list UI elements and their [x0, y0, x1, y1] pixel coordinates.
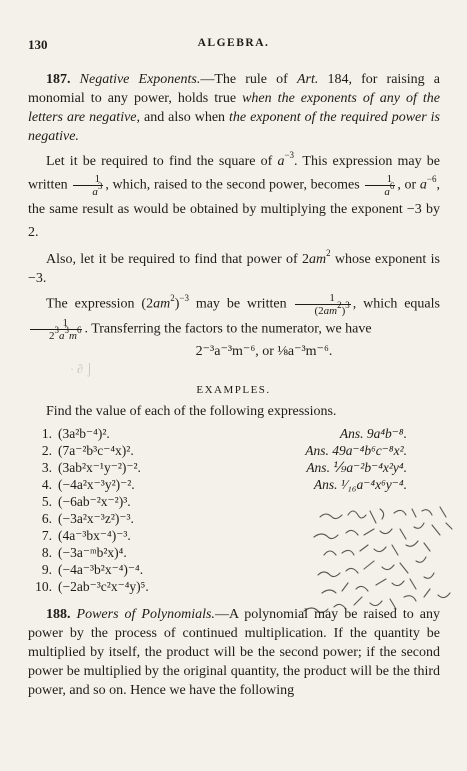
- example-item: 10. (−2ab⁻³c²x⁻⁴y)⁵.: [35, 579, 149, 594]
- page-number: 130: [28, 37, 48, 52]
- section-188-paragraph: 188. Powers of Polynomials.—A polynomial may be raised to any power by the process of continued multiplication. If the quantity be multiplied by itself, the product will be the second power; if the second power be multiplied by the original quantity, the product will be the third power, and so on. Hence we have the following: [28, 607, 440, 698]
- example-item: 2. (7a⁻²b³c⁻⁴x)².: [41, 443, 134, 458]
- handwritten-pencil-notes: [300, 505, 460, 620]
- example-item: 5. (−6ab⁻²x⁻²)³.: [41, 494, 131, 509]
- fraction: $\frac{1}{2^3a^3m^6}$: [30, 317, 82, 342]
- section-187-paragraph-4: The expression $(2am^2)^{-3}$ may be written $\frac{1}{(2am^2)^3}$ , which equals $\frac{1}{2^3a^3m^6}$ . Transferring the factors to the numerator, we have: [28, 292, 440, 342]
- section-number: 188.: [46, 607, 71, 622]
- example-item: 3. (3ab²x⁻¹y⁻²)⁻².: [41, 460, 141, 475]
- fraction: $\frac{1}{a^3}$: [73, 173, 103, 198]
- fraction: $\frac{1}{a^6}$: [365, 173, 395, 198]
- example-answer: Ans. ⅑a⁻²b⁻⁴x²y⁴.: [306, 460, 407, 475]
- running-title: ALGEBRA.: [197, 37, 270, 49]
- example-item: 8. (−3a⁻ᵐb²x)⁴.: [41, 545, 127, 560]
- section-number: 187.: [46, 72, 71, 87]
- example-answer: Ans. ¹⁄₁₆a⁻⁴x⁶y⁻⁴.: [313, 477, 407, 492]
- section-title: Powers of Polynomials.: [76, 607, 215, 622]
- section-title: Negative Exponents.: [79, 72, 201, 87]
- result-formula: 2⁻³a⁻³m⁻⁶, or ⅛a⁻³m⁻⁶.: [195, 344, 333, 359]
- fraction: $\frac{1}{(2am^2)^3}$: [295, 292, 350, 317]
- section-187-paragraph-1: 187. Negative Exponents.—The rule of Art. 184, for raising a monomial to any power, holds true when the exponents of any of the letters are negative, and also when the exponent of the required power is negative.: [28, 72, 441, 144]
- example-answer: Ans. 9a⁴b⁻⁸.: [339, 426, 407, 441]
- example-item: 4. (−4a²x⁻³y²)⁻².: [41, 477, 135, 492]
- examples-heading: EXAMPLES.: [196, 384, 271, 396]
- example-item: 6. (−3a²x⁻³z²)⁻³.: [41, 511, 134, 526]
- section-187-paragraph-2: Let it be required to find the square of $a^{-3}$. This expression may be written $\frac{1}{a^3}$ , which, raised to the second power, becomes $\frac{1}{a^6}$ , or $a^{-6}$, the same result as would be obtained by multiplying the exponent −3 by 2.: [28, 150, 440, 240]
- example-item: 1. (3a²b⁻⁴)².: [41, 426, 110, 441]
- example-item: 9. (−4a⁻³b²x⁻⁴)⁻⁴.: [41, 562, 144, 577]
- page-header: [28, 37, 439, 55]
- pencil-smudge: · ∂ ⌡: [70, 362, 94, 376]
- example-answer: Ans. 49a⁻⁴b⁶c⁻⁸x².: [305, 443, 407, 458]
- examples-intro: Find the value of each of the following expressions.: [46, 404, 337, 419]
- section-187-paragraph-3: Also, let it be required to find that power of $2am^2$ whose exponent is −3.: [28, 248, 440, 286]
- example-item: 7. (4a⁻³bx⁻⁴)⁻³.: [41, 528, 131, 543]
